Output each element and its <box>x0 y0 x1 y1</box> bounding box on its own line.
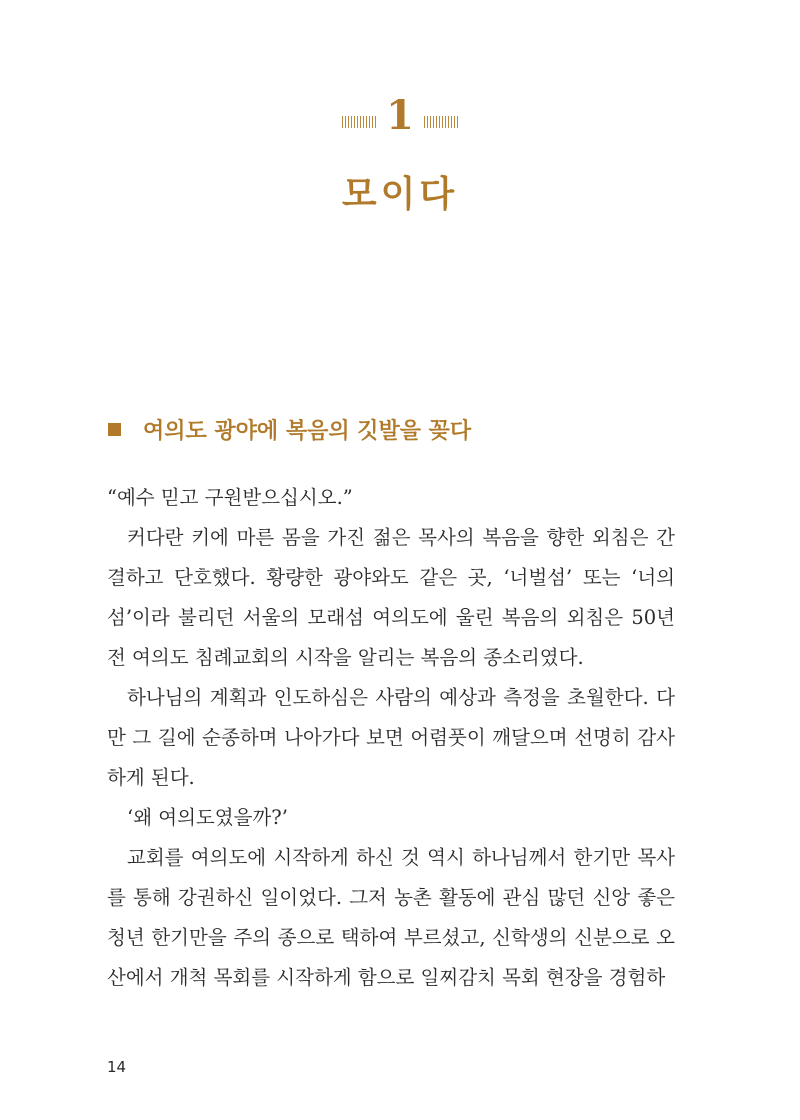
chapter-title: 모이다 <box>341 174 459 215</box>
square-bullet-icon <box>108 423 121 436</box>
decorative-hatch-right <box>424 116 458 128</box>
paragraph: 커다란 키에 마른 몸을 가진 젊은 목사의 복음을 향한 외침은 간결하고 단호했다. 황량한 광야와도 같은 곳, ‘너벌섬’ 또는 ‘너의섬’이라 불리던 서울의 모래섬 여의도에 울린 복음의 외침은 50년 전 여의도 침례교회의 시작을 알리는 복음의 종소리였다. <box>107 526 675 669</box>
decorative-hatch-left <box>342 116 376 128</box>
section-heading <box>108 414 471 445</box>
chapter-number: 1 <box>386 92 414 139</box>
paragraph-question: ‘왜 여의도였을까?’ <box>127 806 288 829</box>
paragraph: 교회를 여의도에 시작하게 하신 것 역시 하나님께서 한기만 목사를 통해 강권하신 일이었다. 그저 농촌 활동에 관심 많던 신앙 좋은 청년 한기만을 주의 종으로 택하여 부르셨고, 신학생의 신분으로 오산에서 개척 목회를 시작하게 함으로 일찌감치 목회 현장을 경험하 <box>107 846 675 989</box>
body-text <box>107 478 675 998</box>
page-number: 14 <box>107 1058 127 1076</box>
paragraph: 하나님의 계획과 인도하심은 사람의 예상과 측정을 초월한다. 다만 그 길에 순종하며 나아가다 보면 어렴풋이 깨달으며 선명히 감사하게 된다. <box>107 686 675 789</box>
chapter-marker <box>0 92 800 139</box>
section-heading-text: 여의도 광야에 복음의 깃발을 꽂다 <box>143 419 472 444</box>
paragraph-quote: “예수 믿고 구원받으십시오.” <box>107 486 353 509</box>
